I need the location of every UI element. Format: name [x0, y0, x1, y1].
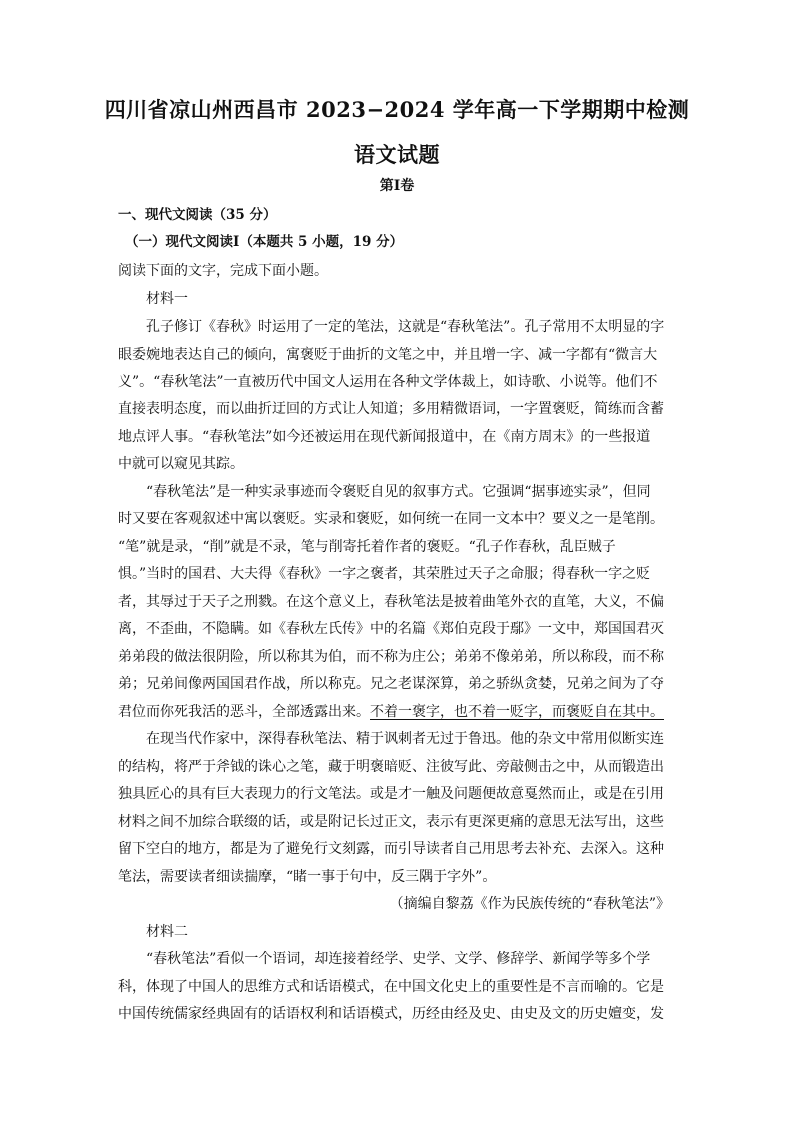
paragraph-line: 孔子修订《春秋》时运用了一定的笔法，这就是“春秋笔法”。孔子常用不太明显的字: [146, 319, 665, 335]
paragraph-line: 留下空白的地方，都是为了避免行文刻露，而引导读者自己用思考去补充、去深入。这种: [118, 841, 664, 857]
paragraph-line: 材料之间不加综合联缀的话，或是附记长过正文，表示有更深更痛的意思无法写出，这些: [118, 814, 664, 830]
paragraph-line: 的结构，将严于斧钺的诛心之笔，藏于明褒暗贬、注彼写此、旁敲侧击之中，从而锻造出: [118, 759, 664, 775]
paragraph-line: 者，其辱过于天子之刑戮。在这个意义上，春秋笔法是披着曲笔外衣的直笔，大义，不偏: [118, 594, 664, 610]
paragraph-line: 科，体现了中国人的思维方式和话语模式，在中国文化史上的重要性是不言而喻的。它是: [118, 979, 664, 995]
paragraph-line: [118, 701, 678, 723]
instruction-text: 阅读下面的文字，完成下面小题。: [118, 263, 328, 279]
exam-subject-title: 语文试题: [354, 142, 440, 167]
underlined-sentence: 不着一褒字，也不着一贬字，而褒贬自在其中。: [370, 704, 664, 720]
paragraph-line: 弟；兄弟间像两国国君作战，所以称克。兄之老谋深算，弟之骄纵贪婪，兄弟之间为了夺: [118, 676, 664, 692]
paragraph-line: 在现当代作家中，深得春秋笔法、精于讽刺者无过于鲁迅。他的杂文中常用似断实连: [146, 731, 664, 747]
paragraph-line: 弟弟段的做法很阴险，所以称其为伯，而不称为庄公；弟弟不像弟弟，所以称段，而不称: [118, 649, 664, 665]
paragraph-line: 惧。”当时的国君、大夫得《春秋》一字之褒者，其荣胜过天子之命服；得春秋一字之贬: [118, 566, 651, 582]
section-heading: 一、现代文阅读（35 分）: [118, 207, 277, 223]
material2-label: 材料二: [146, 924, 188, 940]
exam-title: 四川省凉山州西昌市 2023−2024 学年高一下学期期中检测: [104, 97, 690, 122]
paragraph-line: 离，不歪曲，不隐瞒。如《春秋左氏传》中的名篇《郑伯克段于鄢》一文中，郑国国君灭: [118, 621, 664, 637]
material1-label: 材料一: [146, 291, 188, 307]
paragraph-line: 中就可以窥见其踪。: [118, 456, 244, 472]
source-citation: （摘编自黎荔《作为民族传统的“春秋笔法”》: [389, 896, 670, 912]
paragraph-line: 地点评人事。“春秋笔法”如今还被运用在现代新闻报道中，在《南方周末》的一些报道: [118, 429, 651, 445]
paragraph-text: 君位而你死我活的恶斗，全部透露出来。: [118, 704, 370, 720]
paragraph-line: 眼委婉地表达自己的倾向，寓褒贬于曲折的文笔之中，并且增一字、减一字都有“微言大: [118, 347, 658, 363]
paragraph-line: 时又要在客观叙述中寓以褒贬。实录和褒贬，如何统一在同一文本中？要义之一是笔削。: [118, 511, 664, 527]
paragraph-line: “笔”就是录，“削”就是不录，笔与削寄托着作者的褒贬。“孔子作春秋，乱臣贼子: [118, 539, 616, 555]
paragraph-line: 笔法，需要读者细读揣摩，“睹一事于句中，反三隅于字外”。: [118, 869, 497, 885]
volume-label: 第Ⅰ卷: [379, 178, 415, 194]
paragraph-line: 独具匠心的具有巨大表现力的行文笔法。或是才一触及问题便故意戛然而止，或是在引用: [118, 786, 664, 802]
paragraph-line: 直接表明态度，而以曲折迂回的方式让人知道；多用精微语词，一字置褒贬，简练而含蓄: [118, 401, 664, 417]
paragraph-line: 中国传统儒家经典固有的话语权利和话语模式，历经由经及史、由史及文的历史嬗变，发: [118, 1006, 664, 1022]
paragraph-line: “春秋笔法”是一种实录事迹而令褒贬自见的叙事方式。它强调“据事迹实录”，但同: [146, 484, 651, 500]
section-subheading: （一）现代文阅读Ⅰ（本题共 5 小题，19 分）: [125, 234, 404, 250]
paragraph-line: 义”。“春秋笔法”一直被历代中国文人运用在各种文学体裁上，如诗歌、小说等。他们不: [118, 374, 658, 390]
paragraph-line: “春秋笔法”看似一个语词，却连接着经学、史学、文学、修辞学、新闻学等多个学: [146, 951, 651, 967]
